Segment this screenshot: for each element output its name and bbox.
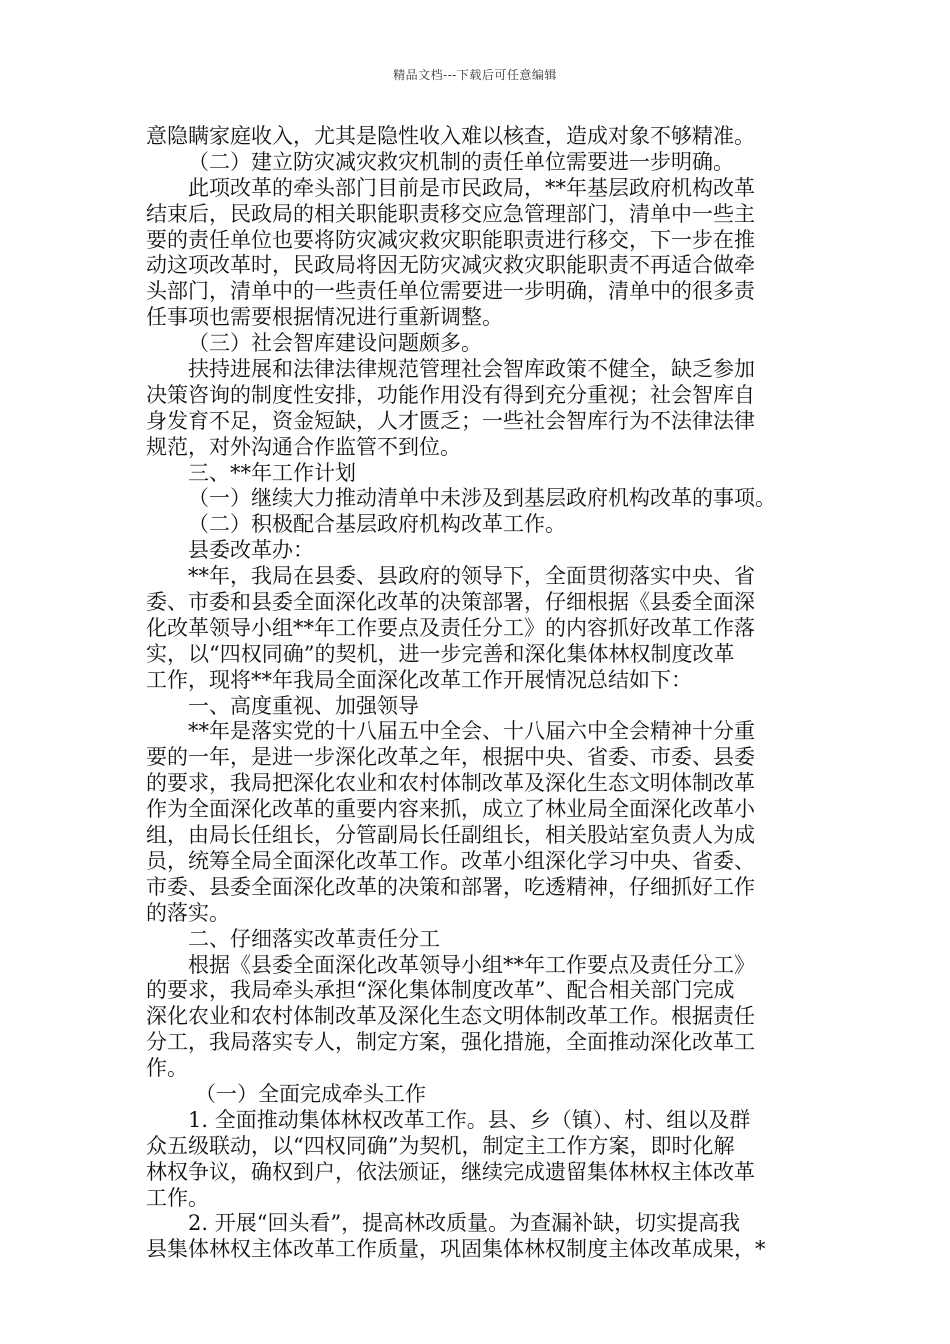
text-line: 林权争议，确权到户，依法颁证，继续完成遗留集体林权主体改革 [146,1159,755,1184]
text-line: 规范，对外沟通合作监管不到位。 [146,434,461,459]
text-line: 1. 全面推动集体林权改革工作。县、乡（镇）、村、组以及群 [188,1107,751,1132]
text-line: 实，以“四权同确”的契机，进一步完善和深化集体林权制度改革 [146,641,735,666]
text-line: 意隐瞒家庭收入，尤其是隐性收入难以核查，造成对象不够精准。 [146,124,755,148]
text-line: （一）全面完成牵头工作 [195,1081,426,1106]
text-line: （二）建立防灾减灾救灾机制的责任单位需要进一步明确。 [188,149,734,174]
text-line: 的落实。 [146,900,230,925]
text-line: 2. 开展“回头看”，提高林改质量。为查漏补缺，切实提高我 [188,1211,741,1236]
text-line: 县委改革办： [188,538,314,563]
text-line: 头部门，清单中的一些责任单位需要进一步明确，清单中的很多责 [146,279,755,304]
text-line: 根据《县委全面深化改革领导小组**年工作要点及责任分工》 [188,952,755,977]
text-line: 决策咨询的制度性安排，功能作用没有得到充分重视；社会智库自 [146,382,755,407]
text-line: 市委、县委全面深化改革的决策和部署，吃透精神，仔细抓好工作 [146,874,755,899]
text-line: 众五级联动，以“四权同确”为契机，制定主工作方案，即时化解 [146,1133,735,1158]
text-line: 扶持进展和法律法律规范管理社会智库政策不健全，缺乏参加 [188,357,755,382]
text-line: **年是落实党的十八届五中全会、十八届六中全会精神十分重 [188,719,755,744]
text-line: 深化农业和农村体制改革及深化生态文明体制改革工作。根据责任 [146,1004,755,1029]
text-line: （三）社会智库建设问题颇多。 [188,331,482,356]
page-header: 精品文档---下载后可任意编辑 [393,68,557,82]
text-line: 任事项也需要根据情况进行重新调整。 [146,305,503,330]
text-line: 的要求，我局把深化农业和农村体制改革及深化生态文明体制改革 [146,771,755,796]
text-line: 的要求，我局牵头承担“深化集体制度改革”、配合相关部门完成 [146,978,735,1003]
text-line: 工作，现将**年我局全面深化改革工作开展情况总结如下： [146,667,692,692]
text-line: 要的责任单位也要将防灾减灾救灾职能职责进行移交，下一步在推 [146,227,755,252]
text-line: 员，统筹全局全面深化改革工作。改革小组深化学习中央、省委、 [146,848,755,873]
text-line: 作。 [146,1056,188,1081]
document-body [146,124,812,1263]
text-line: （二）积极配合基层政府机构改革工作。 [188,512,566,537]
text-line: 委、市委和县委全面深化改革的决策部署，仔细根据《县委全面深 [146,590,755,615]
text-line: 二、仔细落实改革责任分工 [188,926,440,951]
text-line: 此项改革的牵头部门目前是市民政局，**年基层政府机构改革 [188,175,755,200]
text-line: 动这项改革时，民政局将因无防灾减灾救灾职能职责不再适合做牵 [146,253,755,278]
text-line: 要的一年，是进一步深化改革之年，根据中央、省委、市委、县委 [146,745,755,770]
text-line: 组，由局长任组长，分管副局长任副组长，相关股站室负责人为成 [146,823,755,848]
text-line: 一、高度重视、加强领导 [188,693,419,718]
text-line: **年，我局在县委、县政府的领导下，全面贯彻落实中央、省 [188,564,755,589]
text-line: 工作。 [146,1185,209,1210]
text-line: 身发育不足，资金短缺，人才匮乏；一些社会智库行为不法律法律 [146,408,755,433]
text-line: 县集体林权主体改革工作质量，巩固集体林权制度主体改革成果，* [146,1237,766,1262]
text-line: （一）继续大力推动清单中未涉及到基层政府机构改革的事项。 [188,486,776,511]
text-line: 分工，我局落实专人，制定方案，强化措施，全面推动深化改革工 [146,1030,755,1055]
text-line: 作为全面深化改革的重要内容来抓，成立了林业局全面深化改革小 [146,797,755,822]
text-line: 结束后，民政局的相关职能职责移交应急管理部门，清单中一些主 [146,201,755,226]
text-line: 化改革领导小组**年工作要点及责任分工》的内容抓好改革工作落 [146,615,755,640]
text-line: 三、**年工作计划 [188,460,356,485]
